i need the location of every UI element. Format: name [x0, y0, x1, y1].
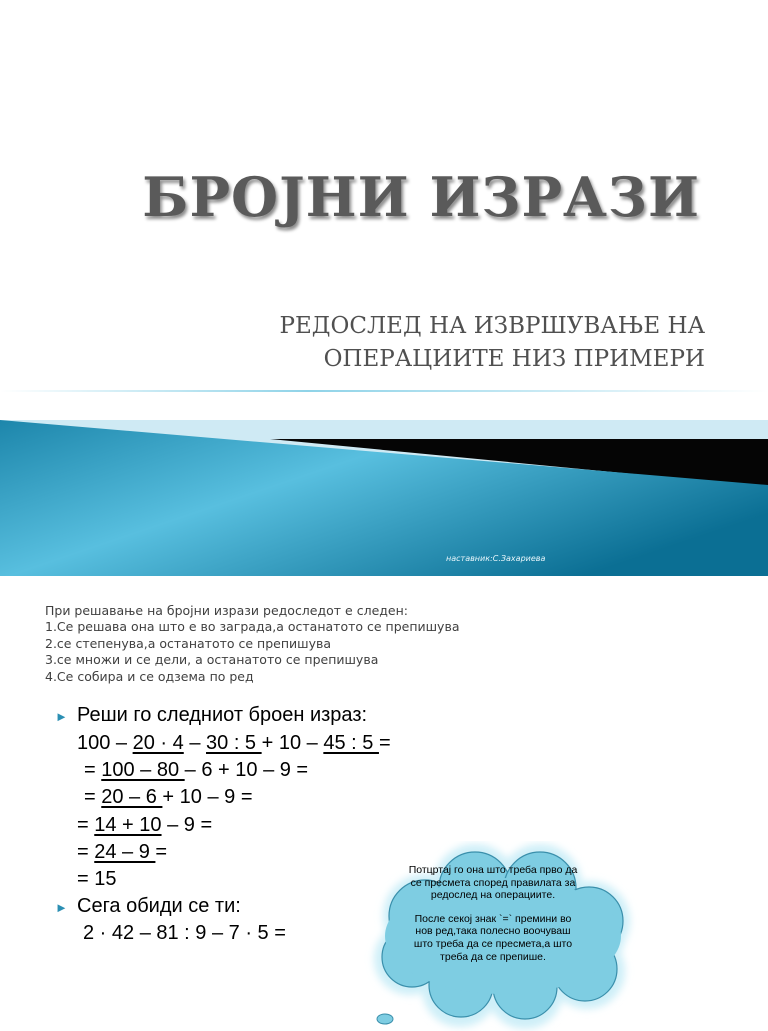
subtitle-line-2: ОПЕРАЦИИТЕ НИЗ ПРИМЕРИ	[323, 346, 705, 372]
rule-item: 1.Се решава она што е во заграда,а останатото се препишува	[45, 619, 460, 635]
rules-list	[45, 603, 459, 685]
hint-cloud-text	[405, 864, 581, 963]
rules-intro: При решавање на бројни изрази редоследот е следен:	[45, 603, 408, 618]
try-heading: Сега обиди се ти:	[77, 895, 241, 917]
step-line-4: = 14 + 10 – 9 =	[77, 814, 213, 836]
step-line-6: = 15	[77, 868, 117, 890]
decorative-wave-band	[0, 385, 768, 576]
hint-paragraph-2: После секој знак `=` премини во нов ред,така полесно воочуваш што треба да се пресмета,а што треба да се препише.	[413, 912, 573, 963]
task-heading: Реши го следниот броен израз:	[77, 704, 368, 726]
step-line-5: = 24 – 9 =	[77, 841, 168, 863]
task-heading-line	[55, 704, 367, 727]
exercise-slide	[0, 576, 768, 1024]
hint-paragraph-1: Потцртај го она што треба прво да се пресмета според правилата за редослед на операциите.	[408, 864, 578, 902]
slide-title: БРОЈНИ ИЗРАЗИ	[142, 165, 700, 229]
step-line-1: 100 – 20 · 4 – 30 : 5 + 10 – 45 : 5 =	[77, 732, 391, 754]
step-line-3: = 20 – 6 + 10 – 9 =	[84, 786, 253, 808]
rule-item: 2.се степенува,а останатото се препишува	[45, 635, 331, 651]
rule-item: 3.се множи и се дели, а останатото се препишува	[45, 652, 379, 668]
teacher-name: наставник:С.Захариева	[446, 554, 546, 563]
exercise-expression: 2 · 42 – 81 : 9 – 7 · 5 =	[83, 922, 286, 944]
bullet-arrow-icon: ►	[55, 709, 68, 724]
try-heading-line	[55, 895, 241, 918]
rule-item: 4.Се собира и се одзема по ред	[45, 668, 254, 684]
step-line-2: = 100 – 80 – 6 + 10 – 9 =	[84, 759, 309, 781]
subtitle-line-1: РЕДОСЛЕД НА ИЗВРШУВАЊЕ НА	[279, 313, 705, 339]
slide-subtitle	[280, 310, 705, 376]
bullet-arrow-icon: ►	[55, 900, 68, 915]
